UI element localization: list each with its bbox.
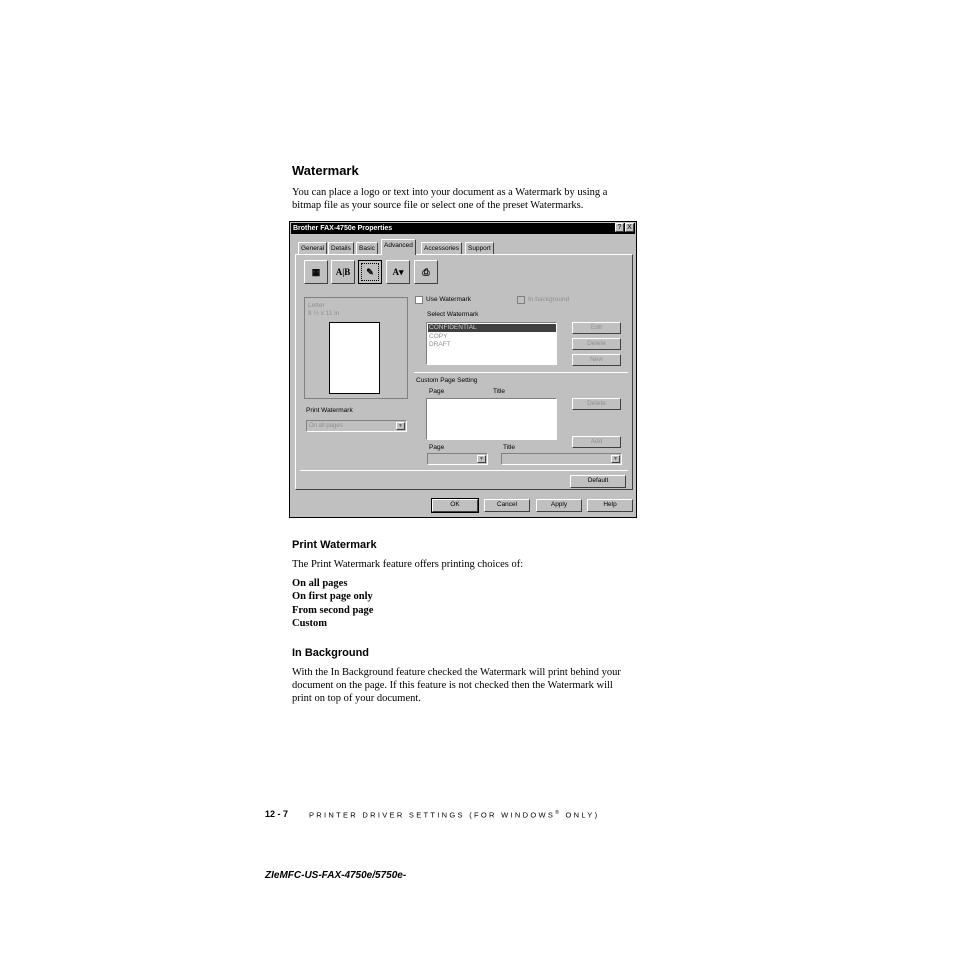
dialog-title: Brother FAX-4750e Properties [293, 225, 393, 232]
page-number: 12 - 7 [265, 809, 289, 819]
page-title: Watermark [292, 163, 359, 178]
apply-button[interactable]: Apply [536, 499, 582, 512]
help-button[interactable]: Help [587, 499, 633, 512]
option-all-pages: On all pages [292, 578, 348, 589]
print-watermark-text: The Print Watermark feature offers printing choices of: [292, 559, 524, 570]
model-footer: ZIeMFC-US-FAX-4750e/5750e- [265, 870, 407, 881]
chevron-down-icon: ▼ [477, 455, 486, 463]
delete-custom-button[interactable]: Delete [572, 398, 621, 410]
section-divider [414, 372, 628, 373]
in-background-label: In background [528, 296, 570, 303]
use-watermark-checkbox[interactable] [415, 296, 423, 304]
title-label: Title [503, 444, 516, 451]
quality-icon[interactable]: ▦ [304, 260, 328, 284]
option-second-page: From second page [292, 605, 374, 616]
watermark-item-confidential[interactable]: CONFIDENTIAL [428, 324, 556, 332]
in-background-heading: In Background [292, 647, 370, 659]
close-title-button[interactable]: X [625, 223, 634, 232]
print-watermark-heading: Print Watermark [292, 539, 377, 551]
use-watermark-label: Use Watermark [426, 296, 471, 303]
in-background-line-1: With the In Background feature checked the Watermark will print behind your [292, 667, 621, 678]
option-custom: Custom [292, 618, 328, 629]
page-label: Page [429, 444, 445, 451]
preview-paper-dims: 8 ½ x 11 in [308, 310, 340, 317]
delete-button[interactable]: Delete [572, 338, 621, 350]
chevron-down-icon: ▼ [396, 422, 405, 430]
in-background-line-2: document on the page. If this feature is not checked then the Watermark will [292, 680, 613, 691]
select-watermark-label: Select Watermark [427, 311, 479, 318]
add-button[interactable]: Add [572, 436, 621, 448]
registered-mark: ® [555, 810, 562, 816]
in-background-checkbox[interactable] [517, 296, 525, 304]
tab-advanced[interactable]: Advanced [381, 239, 416, 255]
intro-line-2: bitmap file as your source file or select one of the preset Watermarks. [292, 200, 584, 211]
custom-page-list[interactable] [426, 398, 557, 440]
edit-button[interactable]: Edit [572, 322, 621, 334]
watermark-item-draft[interactable]: DRAFT [429, 341, 451, 348]
footer-section-end: ONLY) [565, 810, 600, 820]
in-background-line-3: print on top of your document. [292, 693, 421, 704]
cancel-button[interactable]: Cancel [484, 499, 530, 512]
watermark-icon[interactable]: ✎ [358, 260, 382, 284]
tab-general[interactable]: General [298, 242, 327, 254]
tab-support[interactable]: Support [465, 242, 494, 254]
page-select[interactable] [427, 453, 488, 465]
intro-line-1: You can place a logo or text into your document as a Watermark by using a [292, 187, 608, 198]
column-page: Page [429, 388, 445, 395]
duplex-icon[interactable]: A|B [331, 260, 355, 284]
font-icon[interactable]: A▾ [386, 260, 410, 284]
ok-button[interactable]: OK [432, 499, 478, 512]
bottom-divider [300, 470, 628, 471]
chevron-down-icon: ▼ [611, 455, 620, 463]
custom-page-setting-label: Custom Page Setting [416, 377, 478, 384]
title-select[interactable] [501, 453, 622, 465]
setup-icon[interactable]: ⎙ [414, 260, 438, 284]
preview-page [329, 322, 380, 394]
option-first-page: On first page only [292, 591, 373, 602]
print-watermark-select[interactable] [306, 420, 407, 432]
dialog-titlebar [291, 223, 635, 234]
new-button[interactable]: New [572, 354, 621, 366]
preview-paper-size: Letter [308, 302, 325, 309]
print-watermark-label: Print Watermark [306, 407, 353, 414]
footer-section [309, 810, 599, 820]
tab-details[interactable]: Details [328, 242, 354, 254]
tab-accessories[interactable]: Accessories [421, 242, 462, 254]
default-button[interactable]: Default [570, 475, 626, 488]
column-title: Title [493, 388, 506, 395]
properties-dialog [289, 221, 637, 518]
print-watermark-value: On all pages [309, 423, 343, 429]
tab-basic[interactable]: Basic [356, 242, 378, 254]
footer-section-text: PRINTER DRIVER SETTINGS (FOR WINDOWS [309, 810, 556, 820]
watermark-item-copy[interactable]: COPY [429, 333, 448, 340]
help-title-button[interactable]: ? [615, 223, 624, 232]
